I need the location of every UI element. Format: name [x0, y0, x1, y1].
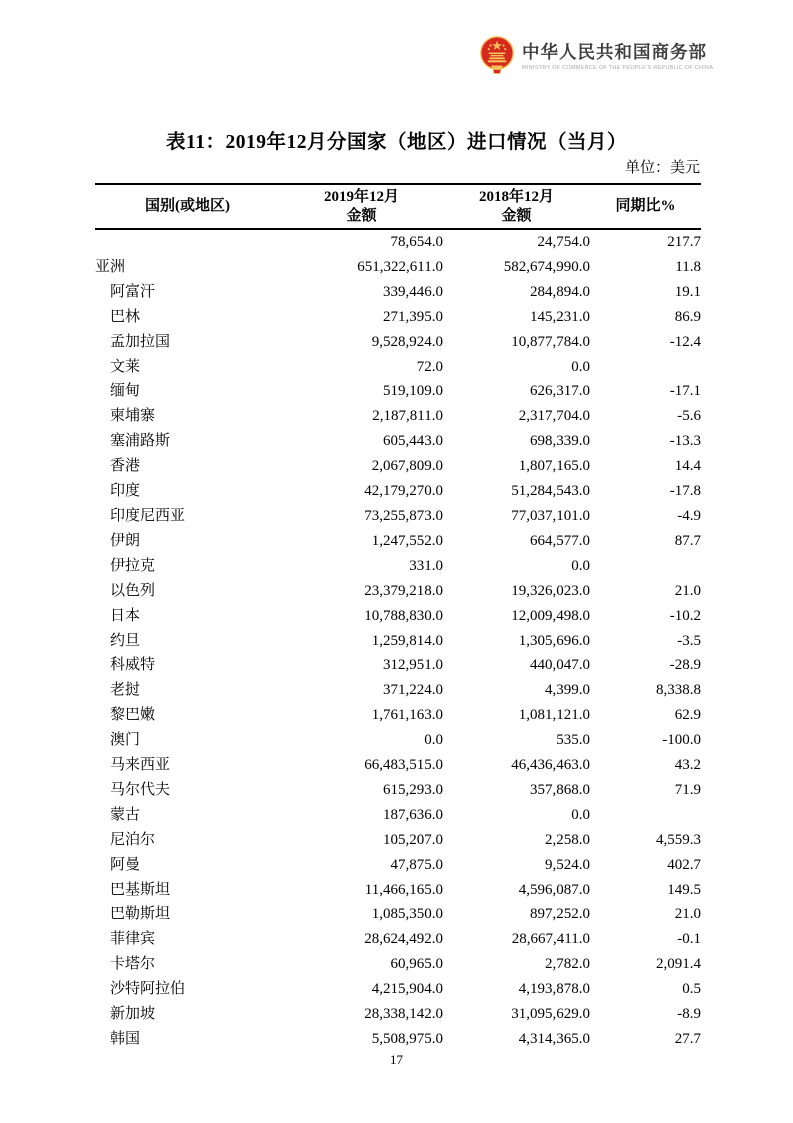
table-row: [95, 678, 701, 703]
amount-2019-cell: 1,085,350.0: [371, 906, 443, 923]
table-row: [95, 1002, 701, 1027]
country-name-cell: 印度尼西亚: [110, 507, 186, 524]
country-name-cell: 卡塔尔: [110, 956, 156, 973]
table-row: [95, 902, 701, 927]
amount-2018-cell: 145,231.0: [530, 308, 590, 325]
amount-2019-cell: 2,187,811.0: [372, 408, 443, 425]
page-title: 表11：2019年12月分国家（地区）进口情况（当月）: [166, 132, 627, 153]
country-name-cell: 印度: [110, 483, 141, 500]
yoy-percent-cell: 87.7: [674, 532, 701, 549]
amount-2019-cell: 11,466,165.0: [364, 881, 443, 898]
import-table: [95, 183, 701, 1052]
amount-2019-cell: 9,528,924.0: [371, 333, 443, 350]
country-name-cell: 巴基斯坦: [110, 881, 171, 898]
country-name-cell: 日本: [110, 607, 141, 624]
country-name-cell: 菲律宾: [110, 931, 156, 948]
yoy-percent-cell: -100.0: [662, 732, 701, 749]
table-row: [95, 579, 701, 604]
amount-2018-cell: 698,339.0: [530, 433, 590, 450]
amount-2018-cell: 2,782.0: [545, 956, 590, 973]
amount-2019-cell: 605,443.0: [383, 433, 443, 450]
country-name-cell: 科威特: [110, 657, 156, 674]
column-header-yoy: [590, 184, 701, 229]
country-name-cell: 阿富汗: [110, 283, 156, 300]
yoy-percent-cell: -4.9: [677, 507, 701, 524]
table-row: [95, 629, 701, 654]
country-name-cell: 文莱: [110, 358, 141, 375]
country-name-cell: [95, 229, 280, 255]
country-name-cell: 伊拉克: [110, 557, 156, 574]
yoy-percent-cell: 149.5: [667, 881, 701, 898]
amount-2019-cell: 4,215,904.0: [371, 981, 443, 998]
yoy-percent-cell: 86.9: [674, 308, 701, 325]
ministry-name: 中华人民共和国商务部: [522, 41, 707, 62]
table-row: [95, 305, 701, 330]
amount-2019-cell: 5,508,975.0: [371, 1031, 443, 1047]
table-row: [95, 429, 701, 454]
yoy-percent-cell: 2,091.4: [656, 956, 701, 973]
amount-2019-cell: 331.0: [409, 557, 443, 574]
amount-2018-cell: 28,667,411.0: [511, 931, 590, 948]
amount-2018-cell: 12,009,498.0: [511, 607, 590, 624]
table-row: [95, 853, 701, 878]
amount-2018-cell: 357,868.0: [530, 781, 590, 798]
table-row: [95, 229, 701, 255]
country-name-cell: 马来西亚: [110, 757, 171, 774]
yoy-percent-cell: 43.2: [674, 757, 701, 774]
country-name-cell: 尼泊尔: [110, 831, 156, 848]
yoy-percent-cell: [590, 355, 701, 380]
country-name-cell: 马尔代夫: [110, 781, 171, 798]
amount-2018-cell: 0.0: [571, 557, 590, 574]
table-row: [95, 952, 701, 977]
amount-2018-cell: 19,326,023.0: [511, 582, 590, 599]
country-name-cell: 阿曼: [110, 856, 141, 873]
country-name-cell: 巴勒斯坦: [110, 906, 171, 923]
country-name-cell: 沙特阿拉伯: [110, 981, 186, 998]
country-name-cell: 新加坡: [110, 1006, 156, 1023]
country-name-cell: 老挝: [110, 682, 141, 699]
country-name-cell: 黎巴嫩: [110, 707, 156, 724]
national-emblem-icon: [479, 36, 515, 76]
table-row: [95, 1027, 701, 1052]
amount-2019-cell: 271,395.0: [383, 308, 443, 325]
amount-2019-cell: 72.0: [416, 358, 443, 375]
country-name-cell: 韩国: [110, 1031, 141, 1047]
amount-2019-cell: 42,179,270.0: [364, 483, 443, 500]
table-row: [95, 355, 701, 380]
yoy-percent-cell: 21.0: [674, 582, 701, 599]
table-row: [95, 828, 701, 853]
amount-2019-cell: 187,636.0: [383, 806, 443, 823]
yoy-percent-cell: 0.5: [682, 981, 701, 998]
table-row: [95, 703, 701, 728]
table-row: [95, 803, 701, 828]
ministry-logo: [479, 36, 713, 76]
amount-2019-cell: 2,067,809.0: [371, 458, 443, 475]
country-name-cell: 巴林: [110, 308, 141, 325]
amount-2018-cell: 897,252.0: [530, 906, 590, 923]
yoy-percent-cell: -17.1: [669, 383, 701, 400]
yoy-percent-cell: 402.7: [667, 856, 701, 873]
page-number: 17: [390, 1052, 403, 1067]
country-name-cell: 伊朗: [110, 532, 141, 549]
amount-2019-cell: 73,255,873.0: [364, 507, 443, 524]
yoy-percent-cell: 27.7: [674, 1031, 701, 1047]
country-name-cell: 孟加拉国: [110, 333, 171, 350]
table-row: [95, 379, 701, 404]
yoy-percent-cell: 4,559.3: [656, 831, 701, 848]
country-name-cell: 亚洲: [95, 258, 126, 275]
amount-2019-cell: 519,109.0: [383, 383, 443, 400]
yoy-percent-cell: 8,338.8: [656, 682, 701, 699]
amount-2019-cell: 339,446.0: [383, 283, 443, 300]
yoy-percent-cell: -8.9: [677, 1006, 701, 1023]
yoy-percent-cell: 62.9: [674, 707, 701, 724]
country-name-cell: 以色列: [110, 582, 156, 599]
yoy-percent-cell: -10.2: [669, 607, 701, 624]
amount-2019-cell: 312,951.0: [383, 657, 443, 674]
table-row: [95, 554, 701, 579]
table-row: [95, 753, 701, 778]
amount-2018-cell: 2,317,704.0: [518, 408, 590, 425]
column-header-2018: [443, 184, 590, 229]
amount-2019-cell: 28,624,492.0: [364, 931, 443, 948]
country-name-cell: 约旦: [110, 632, 141, 649]
amount-2018-cell: 31,095,629.0: [511, 1006, 590, 1023]
unit-label: 单位：美元: [624, 160, 700, 176]
yoy-percent-cell: [590, 803, 701, 828]
amount-2018-cell: 24,754.0: [537, 234, 590, 250]
yoy-percent-cell: 11.8: [675, 258, 701, 275]
country-name-cell: 缅甸: [110, 383, 141, 400]
amount-2018-cell: 535.0: [556, 732, 590, 749]
table-row: [95, 529, 701, 554]
amount-2018-cell: 626,317.0: [530, 383, 590, 400]
column-header-country: [95, 184, 280, 229]
yoy-percent-cell: 71.9: [674, 781, 701, 798]
yoy-percent-cell: [590, 554, 701, 579]
yoy-percent-cell: 14.4: [674, 458, 701, 475]
table-row: [95, 977, 701, 1002]
table-body: [95, 229, 701, 1052]
amount-2018-cell: 10,877,784.0: [511, 333, 590, 350]
country-name-cell: 塞浦路斯: [110, 433, 171, 450]
column-header-country-label: 国别(或地区): [145, 198, 230, 214]
amount-2018-cell: 9,524.0: [545, 856, 590, 873]
amount-2018-cell: 2,258.0: [545, 831, 590, 848]
amount-2019-cell: 47,875.0: [390, 856, 443, 873]
table-row: [95, 454, 701, 479]
yoy-percent-cell: -0.1: [677, 931, 701, 948]
yoy-percent-cell: -28.9: [669, 657, 701, 674]
table-row: [95, 479, 701, 504]
yoy-percent-cell: -5.6: [677, 408, 701, 425]
amount-2019-cell: 60,965.0: [390, 956, 443, 973]
yoy-percent-cell: -3.5: [677, 632, 701, 649]
amount-2019-cell: 28,338,142.0: [364, 1006, 443, 1023]
amount-2019-cell: 78,654.0: [390, 234, 443, 250]
amount-2019-cell: 1,761,163.0: [371, 707, 443, 724]
table-row: [95, 255, 701, 280]
column-header-2019-line1: 2019年12月: [323, 188, 399, 205]
column-header-2019: [280, 184, 443, 229]
amount-2018-cell: 1,081,121.0: [518, 707, 590, 724]
yoy-percent-cell: 19.1: [674, 283, 701, 300]
table-header-row: [95, 184, 701, 229]
amount-2018-cell: 1,305,696.0: [518, 632, 590, 649]
amount-2019-cell: 10,788,830.0: [364, 607, 443, 624]
table-row: [95, 927, 701, 952]
column-header-2018-line1: 2018年12月: [478, 188, 554, 205]
amount-2018-cell: 440,047.0: [530, 657, 590, 674]
table-row: [95, 653, 701, 678]
amount-2019-cell: 651,322,611.0: [357, 258, 443, 275]
amount-2019-cell: 23,379,218.0: [364, 582, 443, 599]
amount-2018-cell: 0.0: [571, 806, 590, 823]
table-row: [95, 878, 701, 903]
amount-2019-cell: 0.0: [424, 732, 443, 749]
yoy-percent-cell: 21.0: [674, 906, 701, 923]
amount-2018-cell: 46,436,463.0: [511, 757, 590, 774]
table-row: [95, 778, 701, 803]
ministry-subtitle: MINISTRY OF COMMERCE OF THE PEOPLE'S REPUBLIC OF CHINA: [522, 64, 714, 71]
amount-2018-cell: 664,577.0: [530, 532, 590, 549]
amount-2018-cell: 4,596,087.0: [518, 881, 590, 898]
amount-2019-cell: 1,247,552.0: [371, 532, 443, 549]
yoy-percent-cell: -12.4: [669, 333, 701, 350]
yoy-percent-cell: -13.3: [669, 433, 701, 450]
amount-2018-cell: 4,314,365.0: [518, 1031, 590, 1047]
country-name-cell: 澳门: [110, 732, 141, 749]
amount-2019-cell: 615,293.0: [383, 781, 443, 798]
amount-2019-cell: 66,483,515.0: [364, 757, 443, 774]
amount-2019-cell: 1,259,814.0: [371, 632, 443, 649]
table-row: [95, 280, 701, 305]
table-row: [95, 728, 701, 753]
table-row: [95, 604, 701, 629]
country-name-cell: 蒙古: [110, 806, 141, 823]
table-row: [95, 504, 701, 529]
amount-2018-cell: 1,807,165.0: [518, 458, 590, 475]
country-name-cell: 柬埔寨: [110, 408, 156, 425]
amount-2018-cell: 582,674,990.0: [503, 258, 590, 275]
amount-2018-cell: 0.0: [571, 358, 590, 375]
ministry-logo-text: [522, 42, 713, 71]
country-name-cell: 香港: [110, 458, 141, 475]
yoy-percent-cell: 217.7: [667, 234, 701, 250]
amount-2018-cell: 284,894.0: [530, 283, 590, 300]
amount-2019-cell: 105,207.0: [383, 831, 443, 848]
table-row: [95, 404, 701, 429]
table-row: [95, 330, 701, 355]
table-header: [95, 184, 701, 229]
column-header-2019-line2: 金额: [346, 207, 377, 224]
yoy-percent-cell: -17.8: [669, 483, 701, 500]
amount-2019-cell: 371,224.0: [383, 682, 443, 699]
amount-2018-cell: 77,037,101.0: [511, 507, 590, 524]
amount-2018-cell: 4,193,878.0: [518, 981, 590, 998]
amount-2018-cell: 51,284,543.0: [511, 483, 590, 500]
column-header-2018-line2: 金额: [501, 207, 532, 224]
amount-2018-cell: 4,399.0: [545, 682, 590, 699]
column-header-yoy-label: 同期比%: [615, 198, 676, 214]
